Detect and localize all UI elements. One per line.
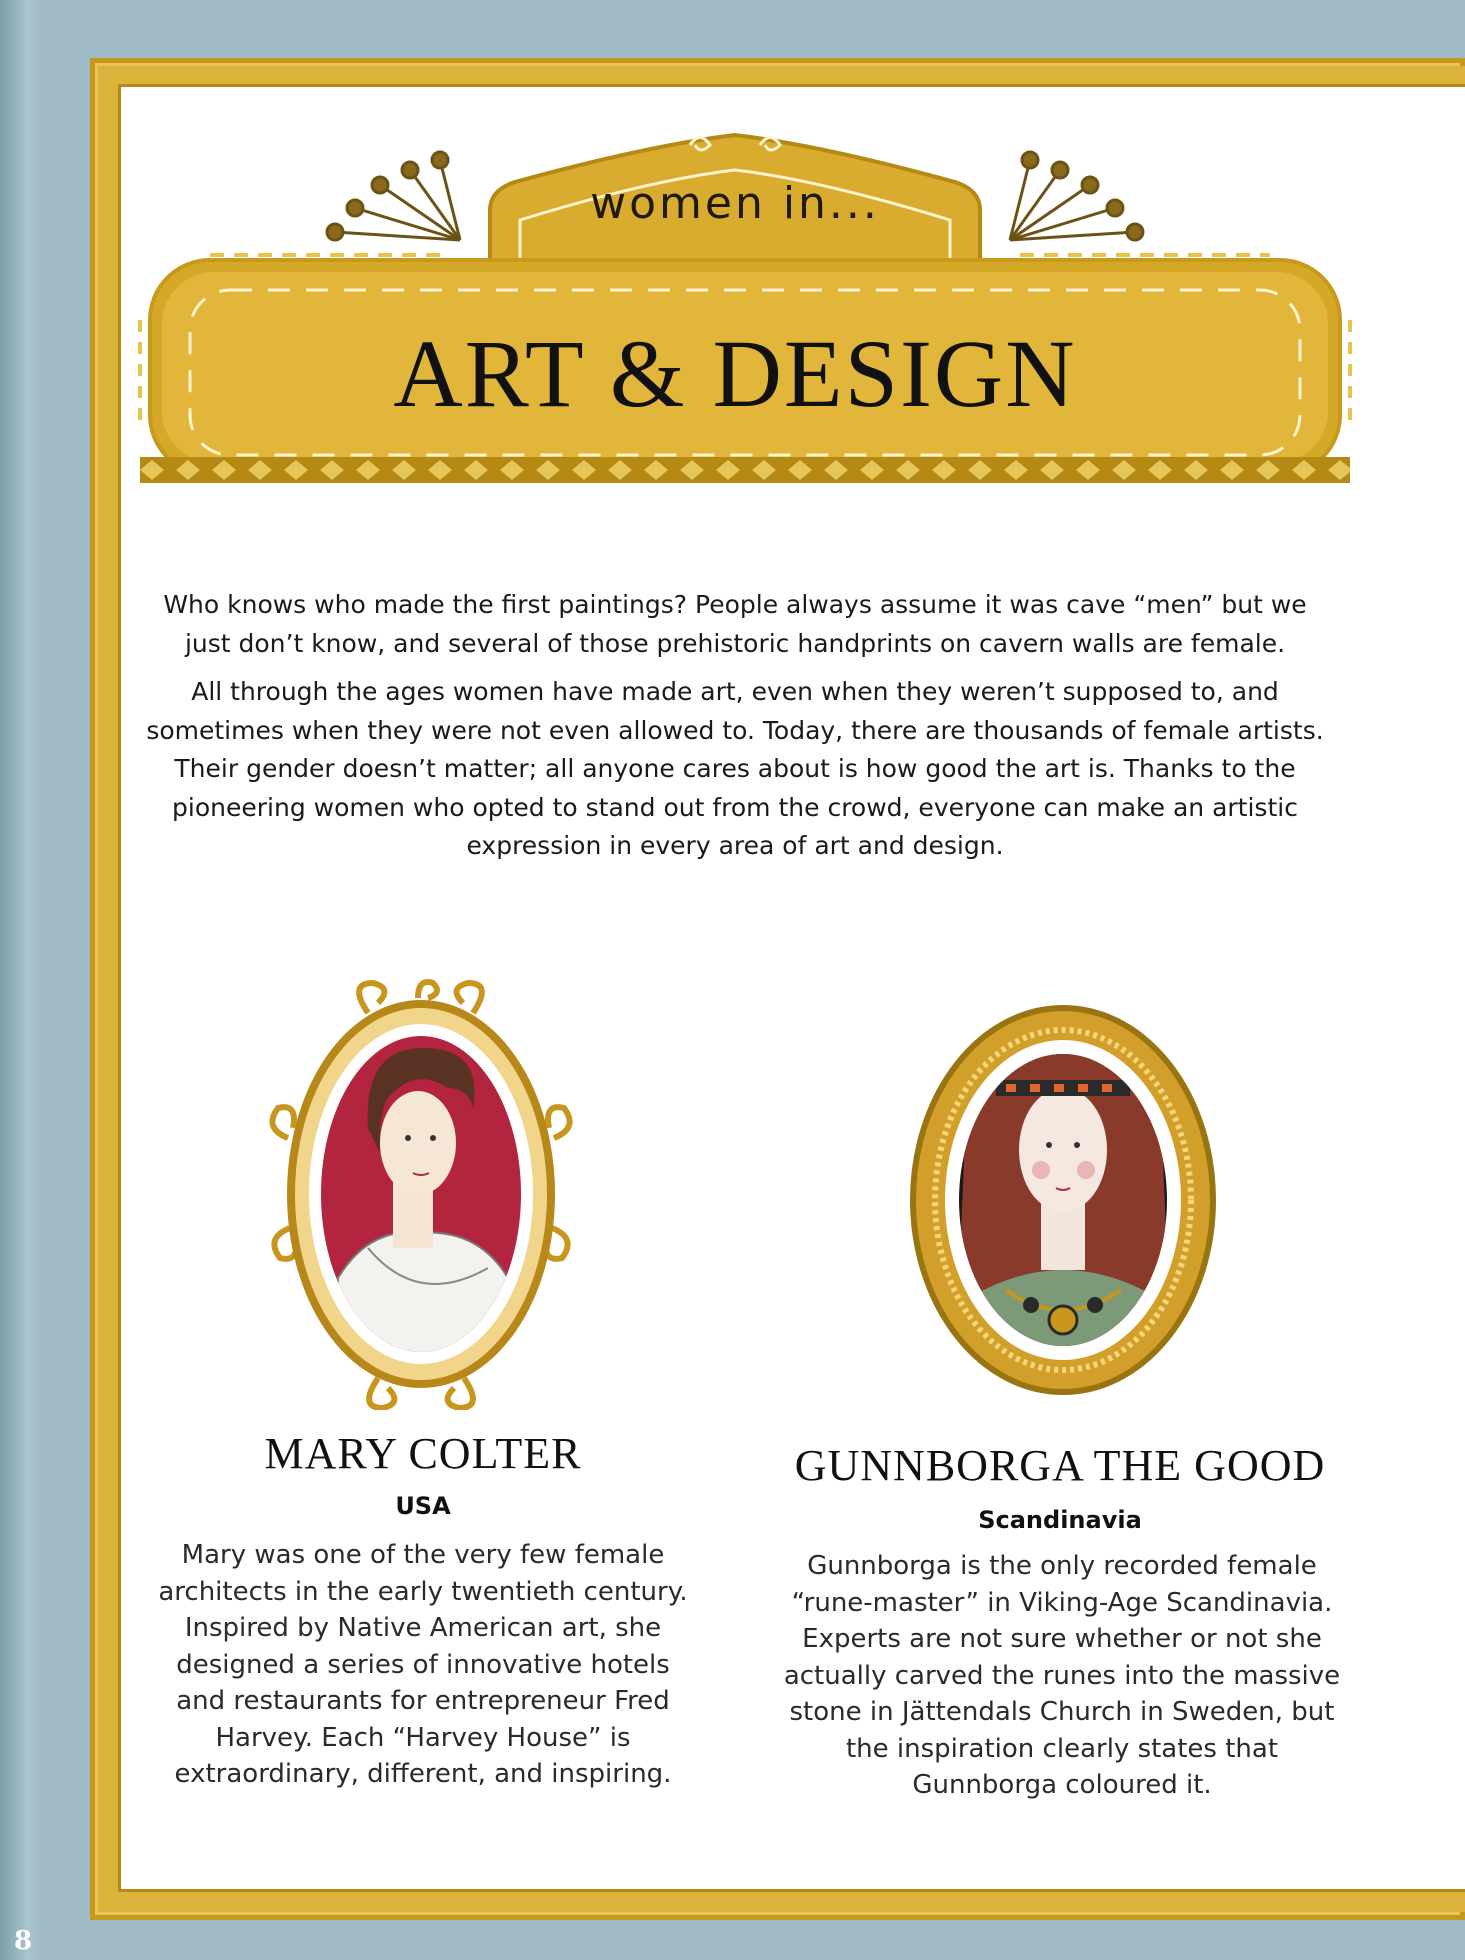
marquee-banner <box>130 120 1360 490</box>
face <box>380 1091 456 1195</box>
portrait-gunnborga <box>906 1000 1220 1400</box>
profile-name: MARY COLTER <box>264 1429 582 1478</box>
page-edge-spine <box>0 0 40 1960</box>
profile-country: Scandinavia <box>978 1506 1142 1534</box>
profile-bio: Gunnborga is the only recorded female “rune-master” in Viking-Age Scandinavia. Experts are not sure whether or not she actually carved the runes into the massive stone in Jättendals Church in Sweden, but the inspiration clearly states that Gunnborga coloured it. <box>783 1551 1341 1800</box>
sunburst-left-ornament <box>327 152 460 240</box>
profile-bio: Mary was one of the very few female architects in the early twentieth century. Inspired by Native American art, she designed a series of innovative hotels and restaurants for entrepreneur Fred Harvey. Each “Harvey House” is extraordinary, different, and inspiring. <box>158 1540 688 1789</box>
sunburst-right-ornament <box>1010 152 1143 240</box>
banner-subtitle: women in... <box>590 178 880 229</box>
intro-paragraph: Who knows who made the first paintings? People always assume it was cave “men” but we just don’t know, and several of those prehistoric handprints on cavern walls are female. <box>163 590 1307 658</box>
profile-name: GUNNBORGA THE GOOD <box>794 1441 1326 1490</box>
brooch <box>1049 1306 1077 1334</box>
profile-country: USA <box>395 1492 451 1520</box>
intro-paragraph: All through the ages women have made art, even when they weren’t supposed to, and sometimes when they were not even allowed to. Today, there are thousands of female artists. Their gender doesn’t matter; all anyone cares about is how good the art is. Thanks to the pioneering women who opted to stand out from the crowd, everyone can make an artistic expression in every area of art and design. <box>146 677 1324 860</box>
page-title: ART & DESIGN <box>393 320 1077 427</box>
face <box>1019 1088 1107 1212</box>
page-number: 8 <box>14 1926 33 1956</box>
portrait-mary-colter <box>268 978 574 1410</box>
intro-text <box>140 586 1330 876</box>
